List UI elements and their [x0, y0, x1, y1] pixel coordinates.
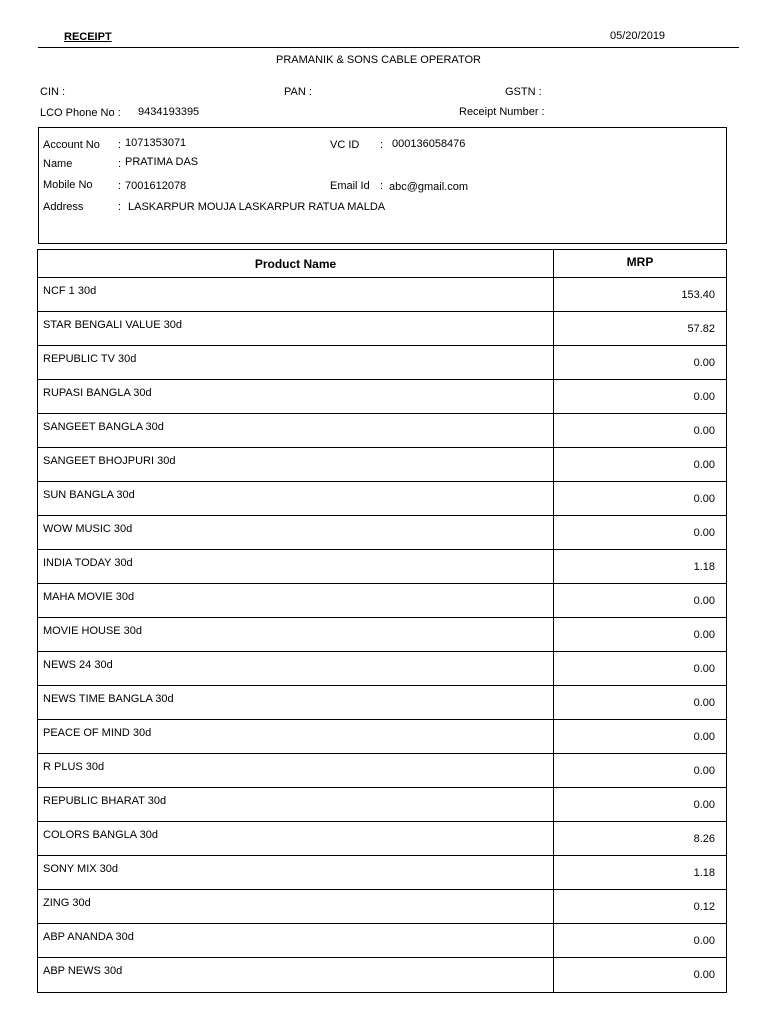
vcid-colon: :: [380, 139, 384, 151]
mrp-header: MRP: [626, 255, 654, 269]
mrp-cell: 0.00: [693, 731, 715, 743]
product-name-cell: RUPASI BANGLA 30d: [38, 380, 554, 413]
address-label: Address: [43, 201, 84, 213]
product-name-cell: WOW MUSIC 30d: [38, 516, 554, 549]
mrp-cell: 8.26: [693, 833, 715, 845]
table-row: [38, 448, 726, 482]
mrp-cell: 1.18: [693, 867, 715, 879]
table-row: [38, 890, 726, 924]
mrp-cell: 0.00: [693, 663, 715, 675]
mrp-cell: 0.12: [693, 901, 715, 913]
receipt-date: 05/20/2019: [610, 30, 666, 42]
lco-phone-value: 9434193395: [138, 106, 200, 118]
table-row: [38, 516, 726, 550]
account-value: 1071353071: [125, 137, 187, 149]
table-row: [38, 754, 726, 788]
product-name-cell: R PLUS 30d: [38, 754, 554, 787]
email-label: Email Id: [330, 180, 370, 192]
table-row: [38, 414, 726, 448]
pan-label: PAN :: [284, 86, 312, 98]
table-row: [38, 618, 726, 652]
table-row: [38, 924, 726, 958]
product-name-cell: INDIA TODAY 30d: [38, 550, 554, 583]
mrp-cell: 0.00: [693, 391, 715, 403]
product-name-cell: SONY MIX 30d: [38, 856, 554, 889]
email-colon: :: [380, 180, 384, 192]
table-row: [38, 788, 726, 822]
mrp-cell: 153.40: [681, 289, 715, 301]
mrp-cell: 0.00: [693, 765, 715, 777]
product-name-cell: NEWS TIME BANGLA 30d: [38, 686, 554, 719]
receipt-number-label: Receipt Number :: [459, 106, 545, 118]
table-header: [38, 250, 726, 278]
header-divider: [38, 47, 739, 48]
account-colon: :: [118, 139, 122, 151]
table-row: [38, 686, 726, 720]
mrp-cell: 0.00: [693, 357, 715, 369]
account-label: Account No: [43, 139, 100, 151]
mobile-colon: :: [118, 180, 122, 192]
product-table: [37, 249, 727, 993]
name-colon: :: [118, 158, 122, 170]
mrp-cell: 0.00: [693, 935, 715, 947]
mobile-label: Mobile No: [43, 179, 93, 191]
email-value: abc@gmail.com: [389, 181, 469, 193]
mrp-cell: 0.00: [693, 493, 715, 505]
table-row: [38, 822, 726, 856]
table-row: [38, 380, 726, 414]
name-label: Name: [43, 158, 73, 170]
vcid-label: VC ID: [330, 139, 360, 151]
mrp-cell: 57.82: [687, 323, 715, 335]
mrp-cell: 0.00: [693, 799, 715, 811]
table-row: [38, 278, 726, 312]
mrp-cell: 0.00: [693, 595, 715, 607]
product-name-cell: PEACE OF MIND 30d: [38, 720, 554, 753]
mobile-value: 7001612078: [125, 180, 187, 192]
mrp-cell: 0.00: [693, 459, 715, 471]
company-name: PRAMANIK & SONS CABLE OPERATOR: [276, 54, 481, 66]
product-name-cell: REPUBLIC TV 30d: [38, 346, 554, 379]
product-name-cell: REPUBLIC BHARAT 30d: [38, 788, 554, 821]
product-name-cell: ABP NEWS 30d: [38, 958, 554, 992]
receipt-title: RECEIPT: [64, 31, 112, 43]
mrp-cell: 0.00: [693, 425, 715, 437]
table-row: [38, 346, 726, 380]
vcid-value: 000136058476: [392, 138, 466, 150]
table-row: [38, 652, 726, 686]
product-name-cell: SANGEET BANGLA 30d: [38, 414, 554, 447]
product-name-cell: STAR BENGALI VALUE 30d: [38, 312, 554, 345]
name-value: PRATIMA DAS: [125, 156, 199, 168]
table-row: [38, 958, 726, 992]
address-colon: :: [118, 201, 122, 213]
table-row: [38, 482, 726, 516]
lco-phone-label: LCO Phone No :: [40, 107, 121, 119]
gstn-label: GSTN :: [505, 86, 542, 98]
table-row: [38, 584, 726, 618]
mrp-cell: 0.00: [693, 697, 715, 709]
mrp-cell: 1.18: [693, 561, 715, 573]
product-name-cell: MOVIE HOUSE 30d: [38, 618, 554, 651]
product-name-cell: ZING 30d: [38, 890, 554, 923]
cin-label: CIN :: [40, 86, 66, 98]
mrp-cell: 0.00: [693, 629, 715, 641]
mrp-cell: 0.00: [693, 969, 715, 981]
mrp-cell: 0.00: [693, 527, 715, 539]
table-row: [38, 856, 726, 890]
address-value: LASKARPUR MOUJA LASKARPUR RATUA MALDA: [128, 201, 386, 213]
table-body: [38, 278, 726, 992]
table-row: [38, 720, 726, 754]
product-name-cell: ABP ANANDA 30d: [38, 924, 554, 957]
product-name-header: Product Name: [38, 250, 554, 277]
product-name-cell: SANGEET BHOJPURI 30d: [38, 448, 554, 481]
product-name-cell: COLORS BANGLA 30d: [38, 822, 554, 855]
table-row: [38, 550, 726, 584]
table-row: [38, 312, 726, 346]
product-name-cell: NCF 1 30d: [38, 278, 554, 311]
product-name-cell: MAHA MOVIE 30d: [38, 584, 554, 617]
product-name-cell: SUN BANGLA 30d: [38, 482, 554, 515]
product-name-cell: NEWS 24 30d: [38, 652, 554, 685]
